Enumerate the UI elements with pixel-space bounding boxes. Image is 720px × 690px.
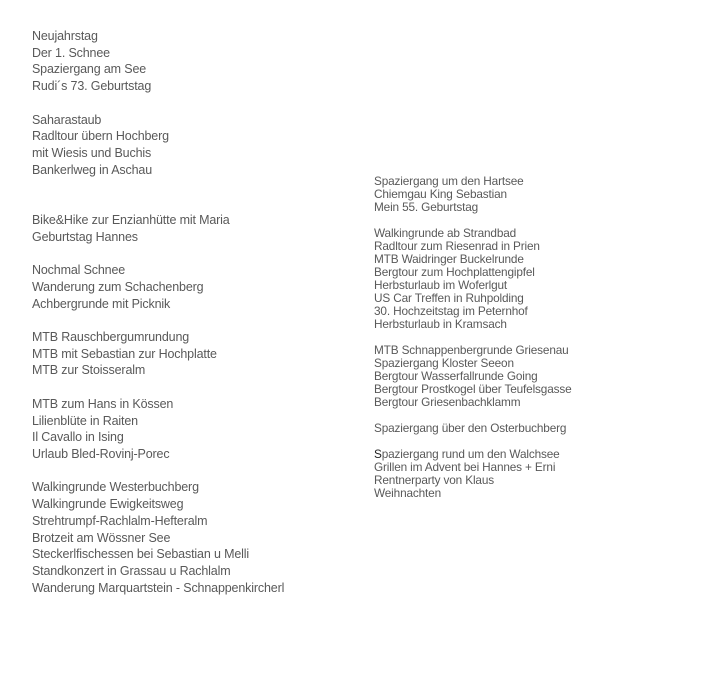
- blank-line: [32, 245, 284, 262]
- blank-line: [32, 178, 284, 195]
- list-item: Spaziergang rund um den Walchsee: [374, 447, 560, 461]
- list-item: Saharastaub: [32, 112, 102, 127]
- list-item: Il Cavallo in Ising: [32, 430, 124, 445]
- list-item: Spaziergang am See: [32, 62, 147, 77]
- list-item: Lilienblüte in Raiten: [32, 413, 138, 428]
- list-item: Spaziergang Kloster Seeon: [374, 356, 514, 370]
- list-item: Strehtrumpf-Rachlalm-Hefteralm: [32, 513, 208, 528]
- highlighted-letter: S: [374, 447, 382, 461]
- list-item: Achbergrunde mit Picknik: [32, 296, 171, 311]
- list-item: Geburtstag Hannes: [32, 229, 138, 244]
- list-item: Herbsturlaub im Woferlgut: [374, 278, 508, 292]
- list-item: Chiemgau King Sebastian: [374, 187, 507, 201]
- list-item: Rudi´s 73. Geburtstag: [32, 79, 152, 94]
- list-item: MTB mit Sebastian zur Hochplatte: [32, 346, 217, 361]
- list-item: Bergtour Griesenbachklamm: [374, 395, 521, 409]
- list-item: Grillen im Advent bei Hannes + Erni: [374, 460, 556, 474]
- right-column: [374, 175, 572, 500]
- list-item: Bergtour Wasserfallrunde Going: [374, 369, 538, 383]
- list-item: Bergtour Prostkogel über Teufelsgasse: [374, 382, 572, 396]
- list-item: 30. Hochzeitstag im Peternhof: [374, 304, 528, 318]
- list-item: MTB zum Hans in Kössen: [32, 396, 174, 411]
- list-item: Bergtour zum Hochplattengipfel: [374, 265, 535, 279]
- left-column: [32, 28, 284, 596]
- list-item: MTB Waidringer Buckelrunde: [374, 252, 524, 266]
- list-item: Neujahrstag: [32, 29, 98, 43]
- blank-line: [32, 312, 284, 329]
- list-item: Walkingrunde ab Strandbad: [374, 226, 517, 240]
- list-item: Urlaub Bled-Rovinj-Porec: [32, 446, 170, 461]
- list-item: MTB Rauschbergumrundung: [32, 329, 190, 344]
- list-item: Weihnachten: [374, 486, 441, 500]
- list-item: Walkingrunde Ewigkeitsweg: [32, 497, 184, 512]
- list-item: Wanderung Marquartstein - Schnappenkircherl: [32, 580, 285, 595]
- list-item: MTB Schnappenbergrunde Griesenau: [374, 343, 569, 357]
- list-item: Radltour zum Riesenrad in Prien: [374, 239, 540, 253]
- list-item: MTB zur Stoisseralm: [32, 363, 146, 378]
- list-item: Standkonzert in Grassau u Rachlalm: [32, 564, 231, 578]
- list-item: Wanderung zum Schachenberg: [32, 279, 204, 294]
- list-item: Radltour übern Hochberg: [32, 129, 169, 144]
- list-item: Bike&Hike zur Enzianhütte mit Maria: [32, 212, 230, 227]
- list-item: Nochmal Schnee: [32, 263, 126, 278]
- blank-line: [32, 95, 284, 112]
- blank-line: [32, 379, 284, 396]
- blank-line: [32, 463, 284, 480]
- list-item: Herbsturlaub in Kramsach: [374, 317, 507, 331]
- list-item: Rentnerparty von Klaus: [374, 473, 494, 487]
- list-item: Bankerlweg in Aschau: [32, 162, 152, 177]
- list-item: Spaziergang über den Osterbuchberg: [374, 421, 567, 435]
- list-item: mit Wiesis und Buchis: [32, 146, 152, 161]
- list-item: Der 1. Schnee: [32, 45, 110, 60]
- list-item: Brotzeit am Wössner See: [32, 530, 171, 545]
- list-item: Steckerlfischessen bei Sebastian u Melli: [32, 547, 250, 562]
- list-item: US Car Treffen in Ruhpolding: [374, 291, 524, 305]
- list-item: Walkingrunde Westerbuchberg: [32, 480, 199, 495]
- list-item: Mein 55. Geburtstag: [374, 200, 479, 214]
- list-item: Spaziergang um den Hartsee: [374, 174, 524, 188]
- blank-line: [32, 195, 284, 212]
